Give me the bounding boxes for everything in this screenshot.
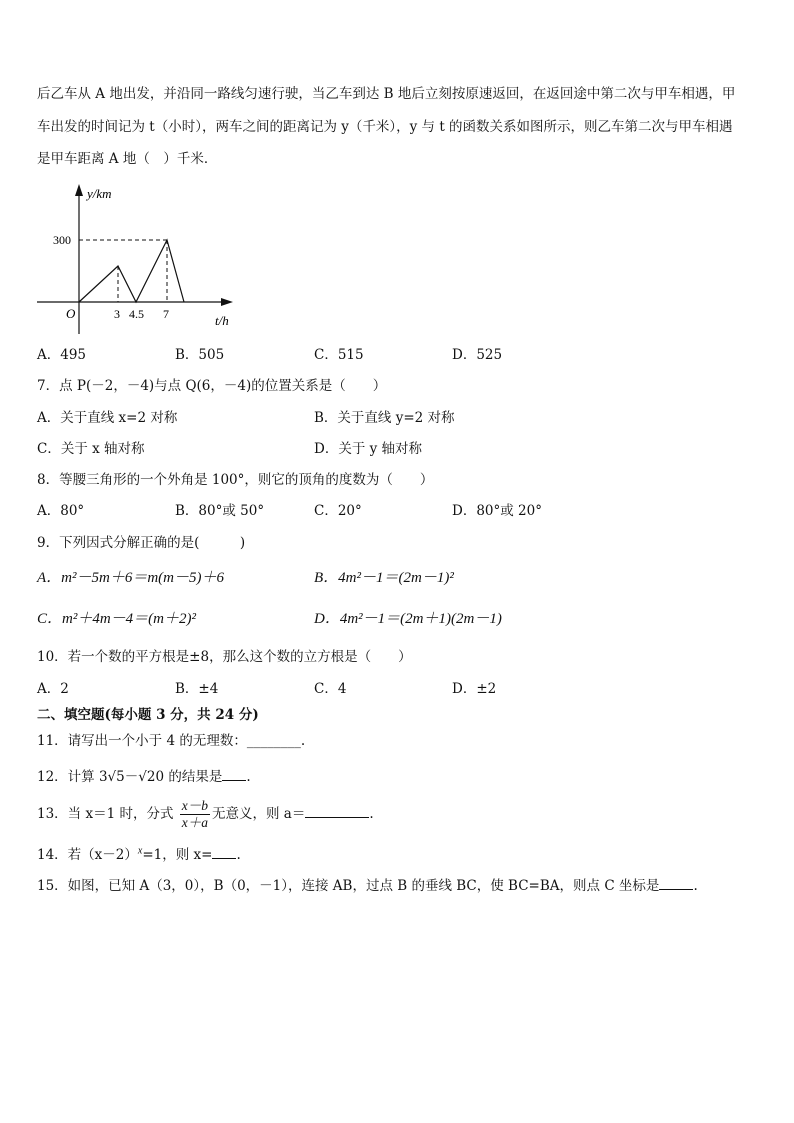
q12-answer-blank[interactable]: [222, 768, 246, 781]
q7-option-c[interactable]: C．关于 x 轴对称: [37, 441, 145, 457]
q14-text-post: =1，则 x=: [142, 847, 213, 863]
x-axis-label: t/h: [215, 313, 229, 328]
q9-stem: 9．下列因式分解正确的是( ): [37, 535, 246, 551]
q11: 11．请写出一个小于 4 的无理数：________.: [37, 733, 306, 749]
x-tick-7: 7: [163, 307, 169, 321]
q13-fraction: [180, 798, 210, 831]
q6-graph: [35, 178, 245, 338]
q15-period: .: [693, 878, 698, 894]
x-tick-4-5: 4.5: [129, 307, 144, 321]
q14-text-pre: 14．若（x－2）: [37, 847, 138, 863]
q8-option-d[interactable]: D．80°或 20°: [452, 503, 542, 519]
q12-text: 12．计算 3√5－√20 的结果是: [37, 769, 223, 785]
q6-option-c[interactable]: C．515: [314, 347, 364, 363]
q8-option-b[interactable]: B．80°或 50°: [175, 503, 265, 519]
q14-period: .: [236, 847, 241, 863]
q10-option-c[interactable]: C．4: [314, 681, 347, 697]
q14: [37, 843, 241, 863]
q9-option-c[interactable]: C．m²＋4m－4＝(m＋2)²: [37, 611, 196, 627]
q7-option-b[interactable]: B．关于直线 y=2 对称: [314, 410, 455, 426]
q10-stem: 10．若一个数的平方根是±8，那么这个数的立方根是（ ）: [37, 649, 412, 665]
q9-option-d[interactable]: D．4m²－1＝(2m＋1)(2m－1): [314, 611, 502, 627]
q15-answer-blank[interactable]: [659, 877, 693, 890]
q13-denominator: x＋a: [181, 815, 209, 830]
y-tick-300: 300: [53, 233, 71, 247]
q6-option-d[interactable]: D．525: [452, 347, 503, 363]
section-2-heading: 二、填空题(每小题 3 分，共 24 分): [37, 707, 259, 723]
x-axis-arrow: [221, 298, 233, 306]
q9-option-b[interactable]: B．4m²－1＝(2m－1)²: [314, 570, 454, 586]
q14-exponent: x: [137, 845, 143, 857]
q10-option-b[interactable]: B．±4: [175, 681, 219, 697]
q13-answer-blank[interactable]: [305, 805, 369, 818]
q7-option-d[interactable]: D．关于 y 轴对称: [314, 441, 423, 457]
q15: [37, 874, 698, 894]
q12-period: .: [246, 769, 251, 785]
q6-line-2: 车出发的时间记为 t（小时），两车之间的距离记为 y（千米），y 与 t 的函数关系如图所示，则乙车第二次与甲车相遇: [37, 119, 733, 135]
q8-option-a[interactable]: A．80°: [37, 503, 85, 519]
q10-option-d[interactable]: D．±2: [452, 681, 497, 697]
q8-stem: 8．等腰三角形的一个外角是 100°，则它的顶角的度数为（ ）: [37, 472, 434, 488]
q6-line-1: 后乙车从 A 地出发，并沿同一路线匀速行驶，当乙车到达 B 地后立刻按原速返回，在返回途中第二次与甲车相遇，甲: [37, 86, 736, 102]
q6-line-3: 是甲车距离 A 地（ ）千米．: [37, 151, 218, 167]
q13-period: .: [369, 806, 374, 822]
q9-option-a[interactable]: A．m²－5m＋6＝m(m－5)＋6: [37, 570, 224, 586]
x-tick-3: 3: [114, 307, 120, 321]
q6-option-a[interactable]: A．495: [37, 347, 87, 363]
q13: [37, 798, 374, 831]
q13-text-post: 无意义，则 a＝: [212, 806, 306, 822]
q12: [37, 765, 251, 785]
q10-option-a[interactable]: A．2: [37, 681, 69, 697]
y-axis-arrow: [75, 184, 83, 196]
origin-label: O: [66, 306, 76, 321]
q8-option-c[interactable]: C．20°: [314, 503, 362, 519]
q7-stem: 7．点 P(－2，－4)与点 Q(6，－4)的位置关系是（ ）: [37, 378, 387, 394]
q13-text-pre: 13．当 x＝1 时，分式: [37, 806, 174, 822]
q15-text: 15．如图，已知 A（3，0），B（0，－1），连接 AB，过点 B 的垂线 BC，使 BC=BA，则点 C 坐标是: [37, 878, 660, 894]
function-line: [79, 240, 184, 302]
q6-option-b[interactable]: B．505: [175, 347, 225, 363]
q13-numerator: x－b: [181, 798, 209, 813]
y-axis-label: y/km: [87, 186, 112, 201]
q14-answer-blank[interactable]: [212, 846, 236, 859]
q7-option-a[interactable]: A．关于直线 x=2 对称: [37, 410, 178, 426]
